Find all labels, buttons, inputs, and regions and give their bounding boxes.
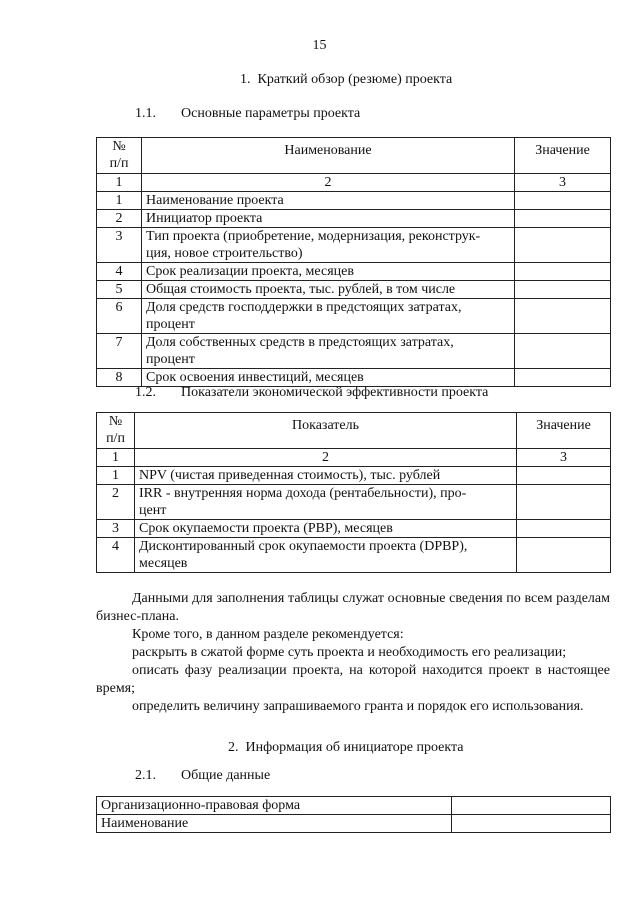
- subsection-1-2-title: Показатели экономической эффективности проекта: [181, 385, 489, 400]
- subsection-1-1-title: Основные параметры проекта: [181, 106, 361, 121]
- index-cell: 1: [97, 174, 142, 192]
- row-name: Срок реализации проекта, месяцев: [142, 263, 515, 281]
- subsection-1-1-heading: [135, 106, 360, 123]
- index-cell: 1: [97, 449, 135, 467]
- row-value[interactable]: [515, 228, 611, 263]
- row-label: Наименование: [97, 815, 452, 833]
- table-header-row: [97, 413, 611, 449]
- row-name: Дисконтированный срок окупаемости проекта (DPBP), месяцев: [135, 538, 517, 573]
- row-num: 7: [97, 334, 142, 369]
- table-row: [97, 815, 611, 833]
- section-1-number: 1.: [240, 72, 251, 87]
- row-name: Срок окупаемости проекта (PBP), месяцев: [135, 520, 517, 538]
- table-row: [97, 228, 611, 263]
- row-num: 5: [97, 281, 142, 299]
- header-value: Значение: [515, 138, 611, 174]
- paragraph-grant: определить величину запрашиваемого гранта и порядок его использования.: [132, 699, 584, 714]
- subsection-2-1-number: 2.1.: [135, 768, 156, 783]
- subsection-1-2-number: 1.2.: [135, 385, 156, 400]
- row-value[interactable]: [517, 467, 611, 485]
- row-num: 3: [97, 228, 142, 263]
- table-row: [97, 281, 611, 299]
- row-num: 2: [97, 485, 135, 520]
- row-name: IRR - внутренняя норма дохода (рентабельности), про- цент: [135, 485, 517, 520]
- row-num: 4: [97, 263, 142, 281]
- row-name: Доля собственных средств в предстоящих затратах, процент: [142, 334, 515, 369]
- section-2-heading: [228, 740, 463, 757]
- row-value[interactable]: [452, 815, 611, 833]
- row-value[interactable]: [515, 192, 611, 210]
- table-row: [97, 467, 611, 485]
- section-1-title: Краткий обзор (резюме) проекта: [257, 72, 453, 87]
- row-name: Общая стоимость проекта, тыс. рублей, в том числе: [142, 281, 515, 299]
- header-num: № п/п: [97, 138, 142, 174]
- table-row: [97, 192, 611, 210]
- row-num: 8: [97, 369, 142, 387]
- row-name: Наименование проекта: [142, 192, 515, 210]
- table-row: [97, 369, 611, 387]
- row-value[interactable]: [515, 334, 611, 369]
- section-2-number: 2.: [228, 740, 239, 755]
- row-num: 4: [97, 538, 135, 573]
- row-name: Инициатор проекта: [142, 210, 515, 228]
- row-value[interactable]: [515, 369, 611, 387]
- row-name: Доля средств господдержки в предстоящих затратах, процент: [142, 299, 515, 334]
- table-index-row: [97, 449, 611, 467]
- row-value[interactable]: [515, 281, 611, 299]
- table-row: [97, 299, 611, 334]
- page-number: 15: [312, 38, 327, 53]
- row-name: Срок освоения инвестиций, месяцев: [142, 369, 515, 387]
- row-value[interactable]: [517, 485, 611, 520]
- subsection-1-1-number: 1.1.: [135, 106, 156, 121]
- row-value[interactable]: [452, 797, 611, 815]
- section-2-title: Информация об инициаторе проекта: [245, 740, 464, 755]
- table-row: [97, 334, 611, 369]
- table-row: [97, 538, 611, 573]
- header-name: Показатель: [135, 413, 517, 449]
- project-parameters-table: [96, 137, 611, 387]
- row-num: 1: [97, 467, 135, 485]
- section-1-heading: [240, 72, 452, 89]
- paragraph-data-sources: Данными для заполнения таблицы служат основные сведения по всем разделам бизнес-плана.: [96, 591, 610, 624]
- table-row: [97, 520, 611, 538]
- general-data-table: [96, 796, 611, 833]
- table-index-row: [97, 174, 611, 192]
- row-num: 6: [97, 299, 142, 334]
- row-num: 1: [97, 192, 142, 210]
- row-num: 2: [97, 210, 142, 228]
- header-num: № п/п: [97, 413, 135, 449]
- header-name: Наименование: [142, 138, 515, 174]
- row-value[interactable]: [517, 538, 611, 573]
- table-header-row: [97, 138, 611, 174]
- index-cell: 2: [142, 174, 515, 192]
- row-value[interactable]: [515, 210, 611, 228]
- index-cell: 2: [135, 449, 517, 467]
- row-value[interactable]: [515, 299, 611, 334]
- table-row: [97, 210, 611, 228]
- row-name: NPV (чистая приведенная стоимость), тыс. рублей: [135, 467, 517, 485]
- efficiency-indicators-table: [96, 412, 611, 573]
- paragraph-essence: раскрыть в сжатой форме суть проекта и необходимость его реализации;: [132, 645, 567, 660]
- subsection-1-2-heading: [135, 385, 488, 402]
- row-value[interactable]: [517, 520, 611, 538]
- table-row: [97, 797, 611, 815]
- subsection-2-1-title: Общие данные: [181, 768, 271, 783]
- paragraph-phase: описать фазу реализации проекта, на которой находится проект в настоящее время;: [96, 663, 610, 696]
- header-value: Значение: [517, 413, 611, 449]
- index-cell: 3: [515, 174, 611, 192]
- subsection-2-1-heading: [135, 768, 270, 785]
- row-name: Тип проекта (приобретение, модернизация, реконструк- ция, новое строительство): [142, 228, 515, 263]
- row-label: Организационно-правовая форма: [97, 797, 452, 815]
- table-row: [97, 485, 611, 520]
- paragraph-recommendations: Кроме того, в данном разделе рекомендуется:: [132, 627, 404, 642]
- index-cell: 3: [517, 449, 611, 467]
- row-num: 3: [97, 520, 135, 538]
- row-value[interactable]: [515, 263, 611, 281]
- table-row: [97, 263, 611, 281]
